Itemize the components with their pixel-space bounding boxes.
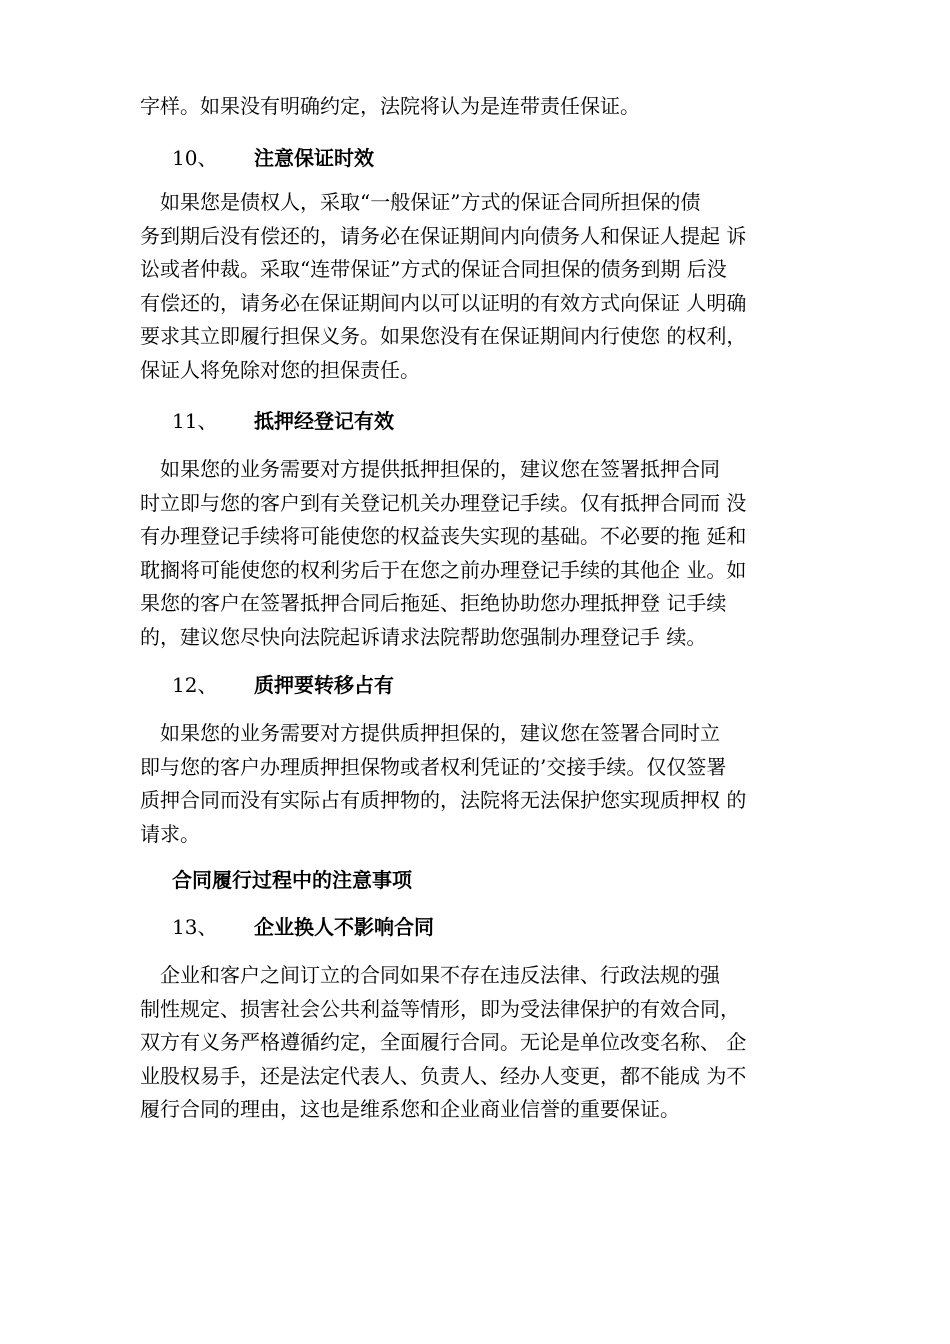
text-line: 请求。 bbox=[140, 821, 200, 846]
section-title: 注意保证时效 bbox=[254, 146, 374, 170]
section-heading-10 bbox=[172, 143, 374, 173]
text-line: 时立即与您的客户到有关登记机关办理登记手续。仅有抵押合同而 没 bbox=[140, 490, 747, 515]
section-heading-13 bbox=[172, 912, 434, 942]
text-line: 履行合同的理由，这也是维系您和企业商业信誉的重要保证。 bbox=[140, 1097, 680, 1121]
section-title: 企业换人不影响合同 bbox=[254, 915, 434, 939]
text-line: 讼或者仲裁。采取“连带保证”方式的保证合同担保的债务到期 后没 bbox=[140, 257, 727, 281]
text-line: 制性规定、损害社会公共利益等情形，即为受法律保护的有效合同， bbox=[140, 996, 740, 1021]
text-line: 业股权易手，还是法定代表人、负责人、经办人变更，都不能成 为不 bbox=[140, 1063, 747, 1088]
text-line: 如果您的业务需要对方提供抵押担保的，建议您在签署抵押合同 bbox=[140, 457, 720, 481]
section-paragraph-13 bbox=[140, 959, 816, 1127]
text-line: 企业和客户之间订立的合同如果不存在违反法律、行政法规的强 bbox=[140, 963, 720, 987]
text-line: 字样。如果没有明确约定，法院将认为是连带责任保证。 bbox=[140, 94, 640, 118]
section-title: 质押要转移占有 bbox=[254, 673, 394, 697]
part-title: 合同履行过程中的注意事项 bbox=[172, 868, 412, 892]
text-line: 务到期后没有偿还的，请务必在保证期间内向债务人和保证人提起 诉 bbox=[140, 223, 747, 248]
section-title: 抵押经登记有效 bbox=[254, 409, 394, 433]
section-paragraph-12 bbox=[140, 717, 816, 851]
text-line: 果您的客户在签署抵押合同后拖延、拒绝协助您办理抵押登 记手续 bbox=[140, 591, 727, 615]
text-line: 双方有义务严格遵循约定，全面履行合同。无论是单位改变名称、 企 bbox=[140, 1030, 747, 1054]
section-paragraph-11 bbox=[140, 453, 816, 654]
section-paragraph-10 bbox=[140, 186, 816, 387]
section-number: 10、 bbox=[172, 146, 218, 170]
section-heading-11 bbox=[172, 406, 394, 436]
text-line: 要求其立即履行担保义务。如果您没有在保证期间内行使您 的权利， bbox=[140, 324, 747, 348]
section-number: 13、 bbox=[172, 915, 218, 939]
text-line: 即与您的客户办理质押担保物或者权利凭证的’交接手续。仅仅签署 bbox=[140, 754, 727, 779]
text-line: 有偿还的，请务必在保证期间内以可以证明的有效方式向保证 人明确 bbox=[140, 290, 747, 315]
section-number: 12、 bbox=[172, 673, 218, 697]
text-line: 耽搁将可能使您的权利劣后于在您之前办理登记手续的其他企 业。如 bbox=[140, 557, 747, 582]
section-heading-12 bbox=[172, 670, 394, 700]
text-line: 保证人将免除对您的担保责任。 bbox=[140, 357, 420, 382]
text-line: 的，建议您尽快向法院起诉请求法院帮助您强制办理登记手 续。 bbox=[140, 624, 707, 649]
text-line: 如果您是债权人，采取“一般保证”方式的保证合同所担保的债 bbox=[140, 190, 701, 214]
text-line: 有办理登记手续将可能使您的权益丧失实现的基础。不必要的拖 延和 bbox=[140, 524, 747, 548]
text-line: 质押合同而没有实际占有质押物的，法院将无法保护您实现质押权 的 bbox=[140, 788, 747, 812]
intro-paragraph bbox=[140, 90, 816, 124]
section-number: 11、 bbox=[172, 409, 218, 433]
text-line: 如果您的业务需要对方提供质押担保的，建议您在签署合同时立 bbox=[140, 721, 720, 745]
